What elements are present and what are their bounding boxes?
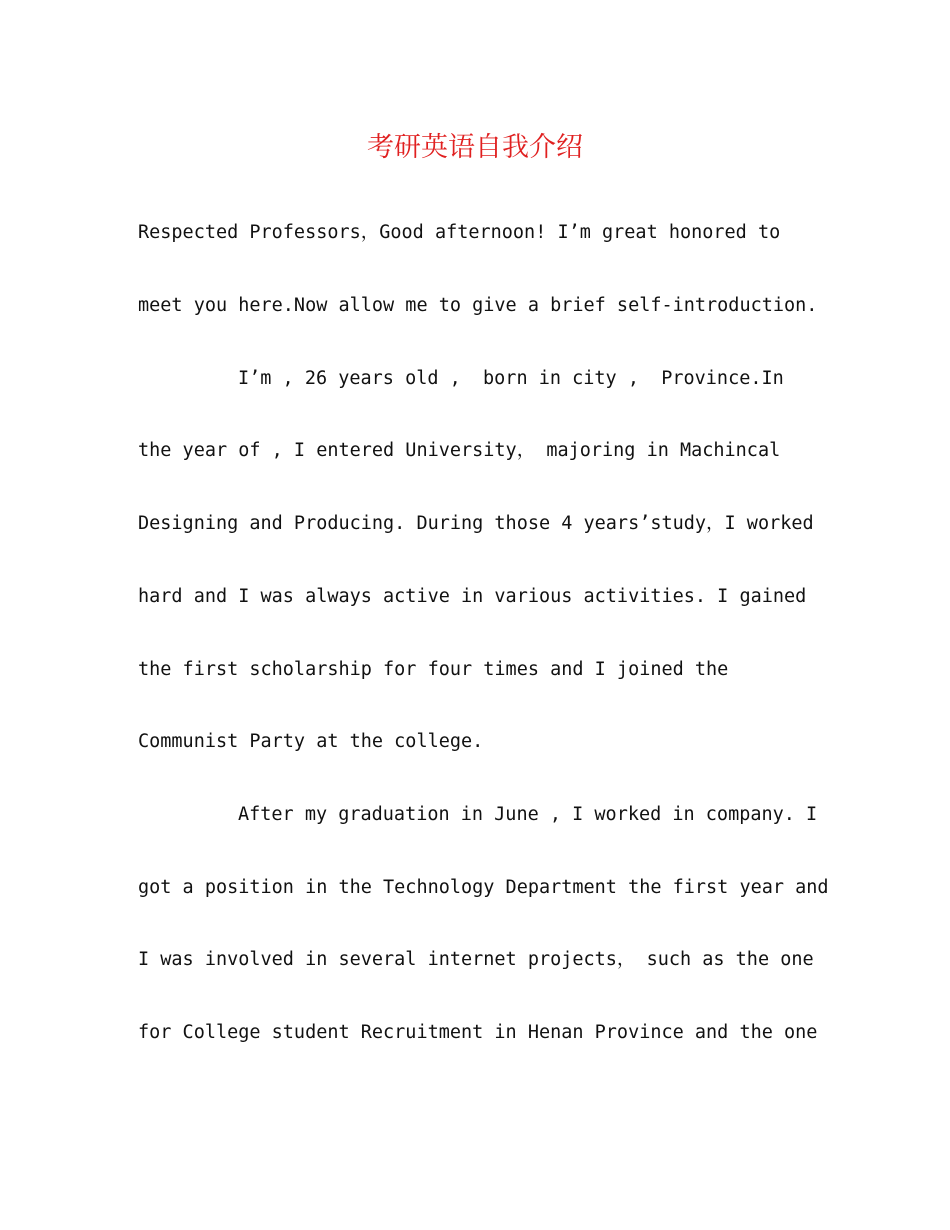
paragraph-line: hard and I was always active in various activities. I gained [138,586,807,607]
paragraph-line: Communist Party at the college. [138,731,484,752]
paragraph-line: Designing and Producing. During those 4 years’study，I worked [138,513,814,534]
paragraph-line: the first scholarship for four times and I joined the [138,659,729,680]
paragraph-line: meet you here.Now allow me to give a brief self-introduction. [138,295,818,316]
paragraph-line: I was involved in several internet projects， such as the one [138,949,814,970]
paragraph-line: for College student Recruitment in Henan Province and the one [138,1022,818,1043]
paragraph-line: the year of , I entered University， majoring in Machincal [138,440,781,461]
document-title: 考研英语自我介绍 [367,132,583,163]
paragraph-line: I’m , 26 years old , born in city , Province.In [238,368,784,389]
paragraph-line: got a position in the Technology Department the first year and [138,877,829,898]
paragraph-line: Respected Professors，Good afternoon! I’m great honored to [138,222,781,243]
paragraph-line: After my graduation in June , I worked in company. I [238,804,818,825]
